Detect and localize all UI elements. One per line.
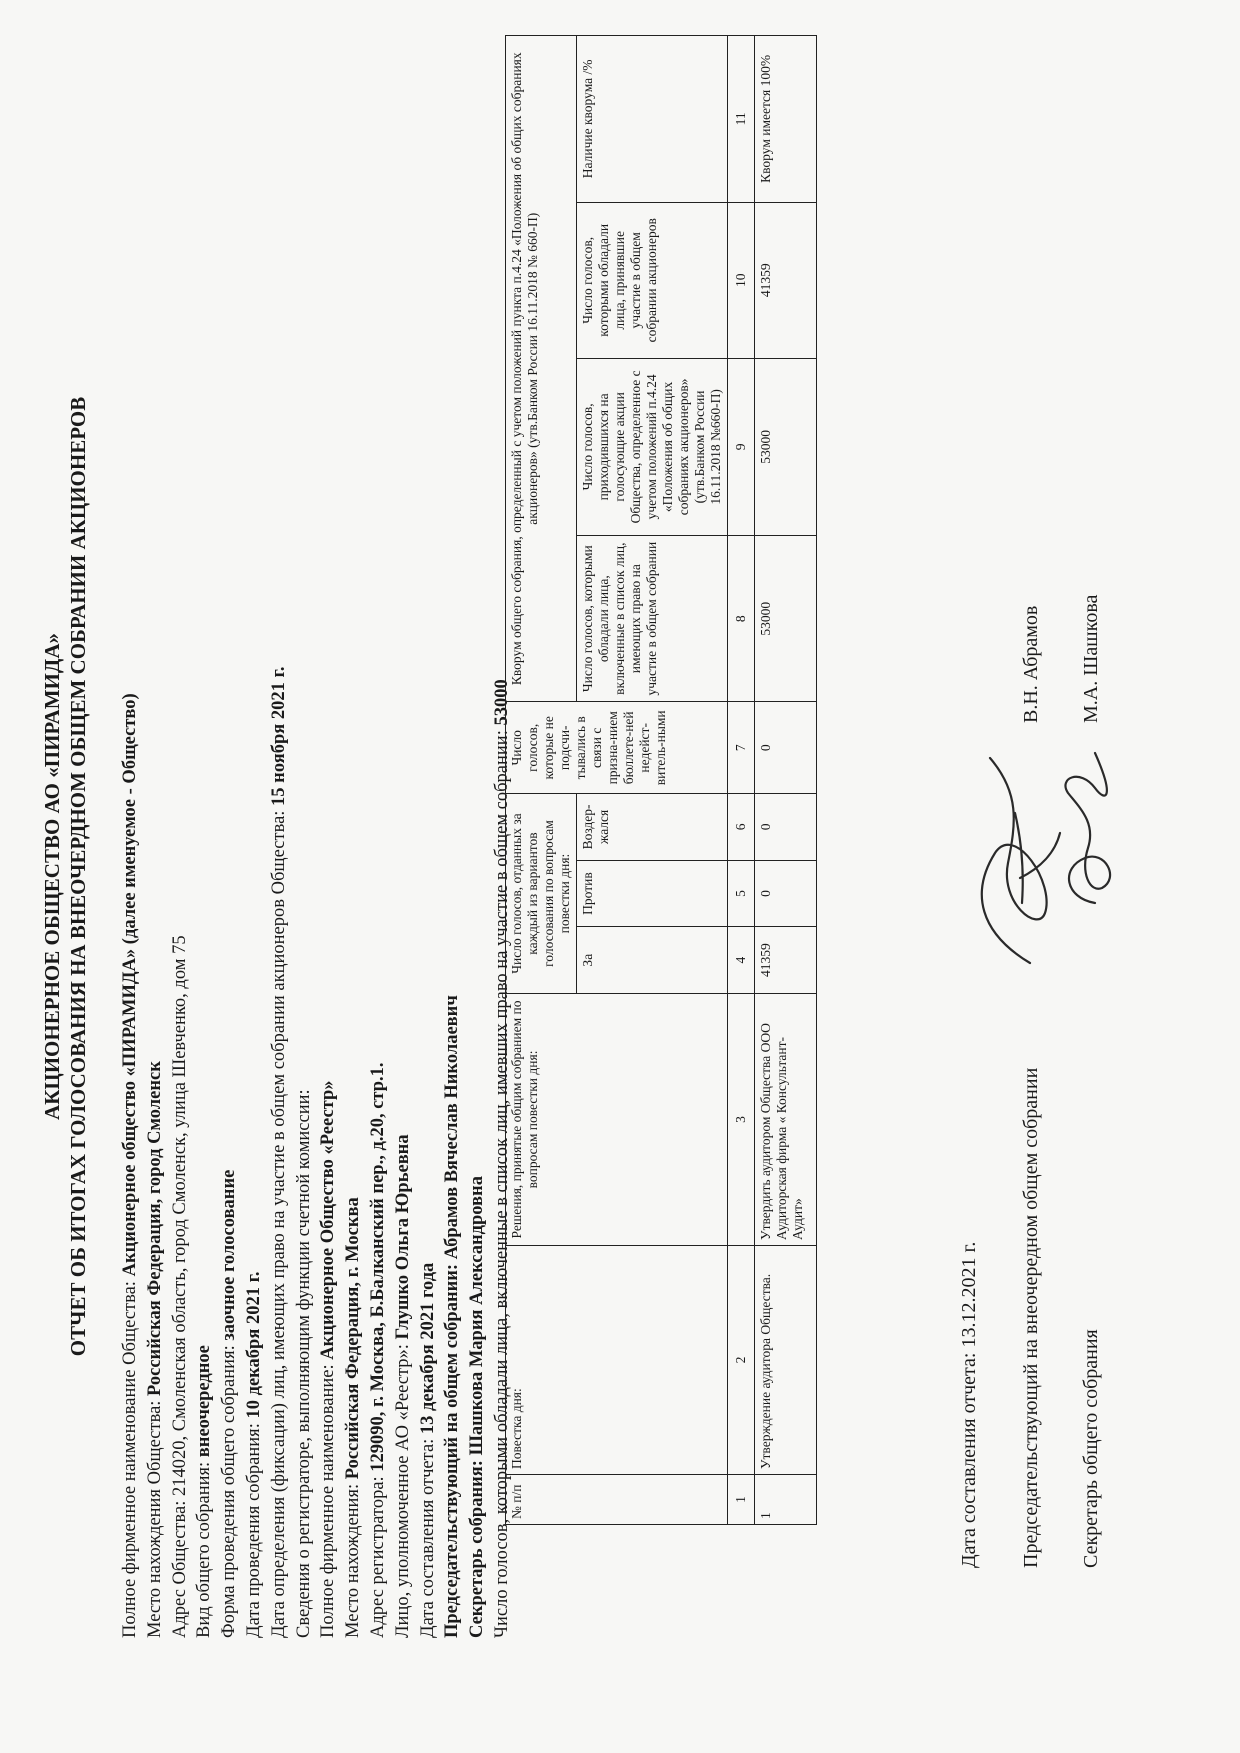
header-quorum-voting-shares: Число голосов, приходившихся на голосующие акции Общества, определенное с учетом положений п.4.24 «Положения об общих собраниях акционеров» (утв.Банком России 16.11.2018 №660-П) [577, 358, 728, 535]
column-number: 7 [728, 702, 755, 794]
registrar-info-line: Сведения о регистраторе, выполняющим функции счетной комиссии: [293, 1089, 314, 1638]
header-against: Против [577, 860, 728, 927]
header-quorum-presence: Наличие кворума /% [577, 36, 728, 203]
header-votes: Число голосов, отданных за каждый из вариантов голосования по вопросам повестки дня: [506, 794, 577, 994]
header-for: За [577, 927, 728, 994]
row-num: 1 [755, 1475, 817, 1525]
footer-chairman-label: Председательствующий на внеочередном общем собрании [1020, 1067, 1042, 1568]
row-for: 41359 [755, 927, 817, 994]
registrar-address-line: Адрес регистратора: 129090, г. Москва, Б.Балканский пер., д.20, стр.1. [367, 1062, 388, 1638]
header-quorum-participants: Число голосов, которыми обладали лица, принявшие участие в общем собрании акционеров [577, 202, 728, 358]
header-num: № п/п [506, 1475, 728, 1525]
report-title: ОТЧЕТ ОБ ИТОГАХ ГОЛОСОВАНИЯ НА ВНЕОЧЕРДНОМ ОБЩЕМ СОБРАНИИ АКЦИОНЕРОВ [66, 396, 90, 1357]
column-number: 6 [728, 794, 755, 861]
meeting-form-line: Форма проведения общего собрания: заочное голосование [219, 1169, 240, 1638]
footer-secretary-label: Секретарь общего собрания [1080, 1329, 1102, 1568]
meeting-info [118, 238, 515, 1638]
footer-secretary-name: М.А. Шашкова [1080, 594, 1102, 723]
column-number: 1 [728, 1475, 755, 1525]
row-quorum-participants: 41359 [755, 202, 817, 358]
row-quorum-presence: Кворум имеется 100% [755, 36, 817, 203]
header-abstain: Воздер-жался [577, 794, 728, 861]
report-date-line: Дата составления отчета: 13 декабря 2021 года [417, 1262, 438, 1638]
column-number: 11 [728, 36, 755, 203]
row-quorum-listed: 53000 [755, 535, 817, 702]
footer-chairman-name: В.Н. Абрамов [1020, 605, 1042, 723]
row-quorum-voting-shares: 53000 [755, 358, 817, 535]
table-row [755, 36, 817, 1525]
header-decision: Решения, принятые общим собранием по вопросам повестки дня: [506, 993, 728, 1245]
secretary-signature [1040, 738, 1140, 918]
chairman-line: Председательствующий на общем собрании: Абрамов Вячеслав Николаевич [442, 995, 463, 1638]
column-number: 10 [728, 202, 755, 358]
authorized-person-line: Лицо, уполномоченное АО «Реестр»: Глушко Ольга Юрьевна [392, 1134, 413, 1638]
header-agenda: Повестка дня: [506, 1245, 728, 1474]
row-abstain: 0 [755, 794, 817, 861]
column-number: 2 [728, 1245, 755, 1474]
company-title: АКЦИОНЕРНОЕ ОБЩЕСТВО АО «ПИРАМИДА» [40, 633, 64, 1120]
column-number: 4 [728, 927, 755, 994]
registrar-location-line: Место нахождения: Российская Федерация, г. Москва [343, 1197, 364, 1638]
registrar-name-line: Полное фирменное наименование: Акционерное Общество «Реестр» [318, 1080, 339, 1638]
row-decision: Утвердить аудитором Общества ООО Аудиторская фирма « Консультант-Аудит» [755, 993, 817, 1245]
column-number: 8 [728, 535, 755, 702]
secretary-line: Секретарь собрания: Шашкова Мария Александровна [467, 1176, 488, 1638]
votes-line: Число голосов, которыми обладали лица, включенные в список лиц, имевших право на участие в общем собрании: 53000 [491, 679, 512, 1638]
company-address-line: Адрес Общества: 214020, Смоленская область, город Смоленск, улица Шевченко, дом 75 [169, 935, 190, 1638]
company-location-line: Место нахождения Общества: Российская Федерация, город Смоленск [144, 1061, 165, 1638]
footer-report-date: Дата составления отчета: 13.12.2021 г. [958, 1241, 980, 1568]
row-agenda: Утверждение аудитора Общества. [755, 1245, 817, 1474]
company-name-line: Полное фирменное наименование Общества: Акционерное общество «ПИРАМИДА» (далее именуемое - Общество) [120, 693, 140, 1638]
header-quorum-listed: Число голосов, которыми обладали лица, включенные в список лиц, имеющих право на участие в общем собрании [577, 535, 728, 702]
meeting-type-line: Вид общего собрания: внеочередное [194, 1345, 215, 1638]
table-header-row [506, 36, 577, 1525]
meeting-date-line: Дата проведения собрания: 10 декабря 2021 г. [243, 1271, 264, 1638]
column-number: 5 [728, 860, 755, 927]
column-number: 3 [728, 993, 755, 1245]
header-quorum: Кворум общего собрания, определенный с учетом положений пункта п.4.24 «Положения об общих собраниях акционеров» (утв.Банком России 16.11.2018 № 660-П) [506, 36, 577, 702]
column-number: 9 [728, 358, 755, 535]
header-invalid: Число голосов, которые не подсчи-тывались в связи с призна-нием бюллете-ней недейст-витель-ными [506, 702, 728, 794]
column-numbers-row [728, 36, 755, 1525]
voting-results-table [505, 35, 817, 1525]
row-invalid: 0 [755, 702, 817, 794]
row-against: 0 [755, 860, 817, 927]
fix-date-line: Дата определения (фиксации) лиц, имеющих право на участие в общем собрании акционеров Общества: 15 ноября 2021 г. [268, 666, 289, 1638]
